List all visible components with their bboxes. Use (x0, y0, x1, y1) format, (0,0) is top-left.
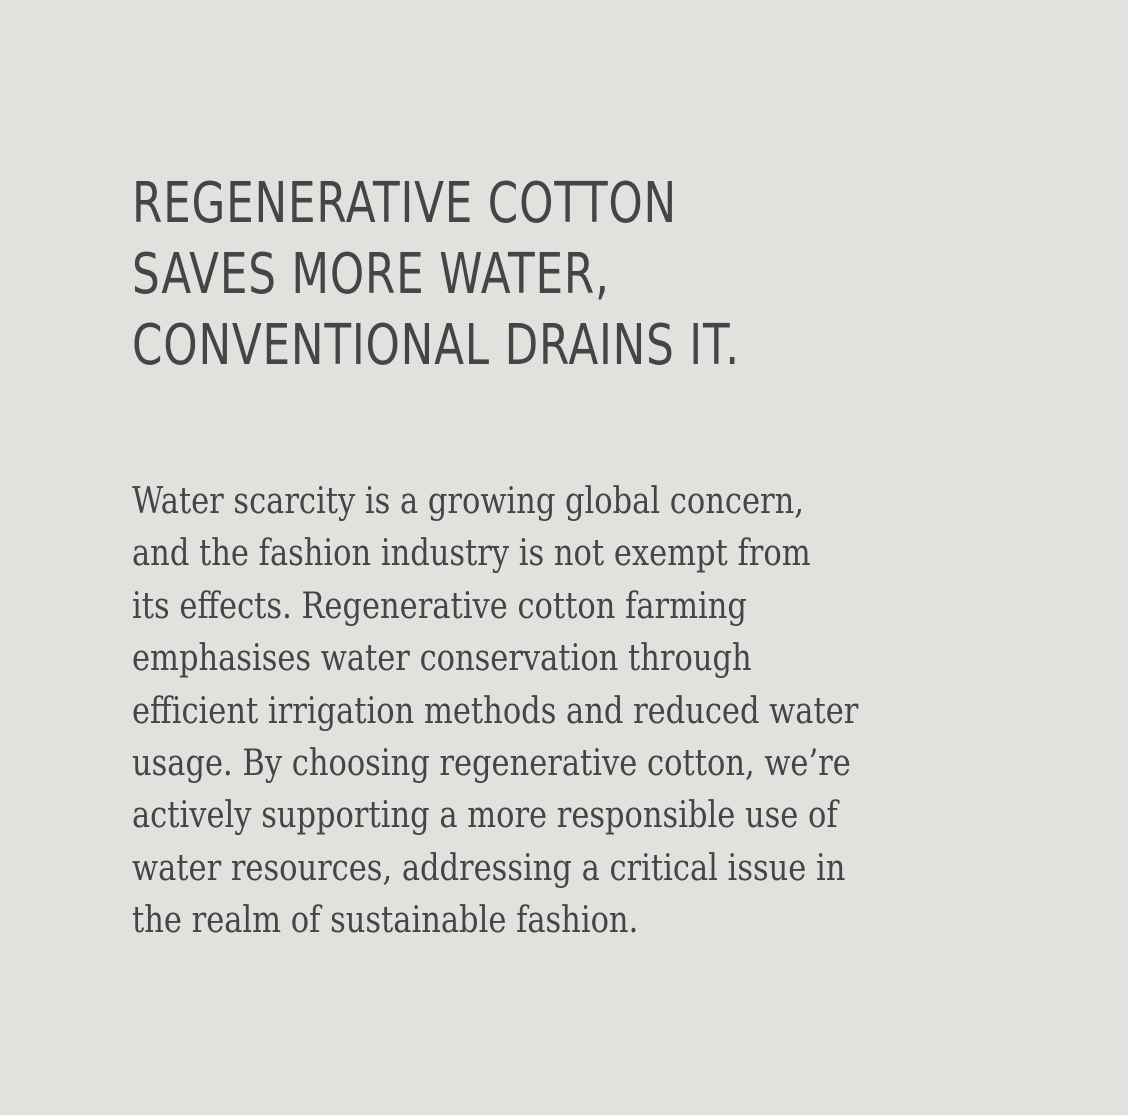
paragraph-line: water resources, addressing a critical issue in (132, 847, 846, 889)
title-line: SAVES MORE WATER, (132, 242, 610, 307)
paragraph-line: emphasises water conservation through (132, 638, 752, 680)
body-paragraph (132, 476, 858, 948)
content-block (132, 168, 1092, 942)
paragraph-line: the realm of sustainable fashion. (132, 900, 639, 942)
page-title (132, 168, 881, 381)
paragraph-line: usage. By choosing regenerative cotton, we’re (132, 743, 851, 785)
paragraph-line: and the fashion industry is not exempt from (132, 533, 811, 575)
paragraph-line: efficient irrigation methods and reduced water (132, 690, 859, 732)
paragraph-line: actively supporting a more responsible use of (132, 795, 838, 837)
title-line: REGENERATIVE COTTON (132, 171, 678, 236)
title-line: CONVENTIONAL DRAINS IT. (132, 313, 740, 378)
paragraph-line: its effects. Regenerative cotton farming (132, 585, 747, 627)
paragraph-line: Water scarcity is a growing global concern, (132, 481, 804, 522)
